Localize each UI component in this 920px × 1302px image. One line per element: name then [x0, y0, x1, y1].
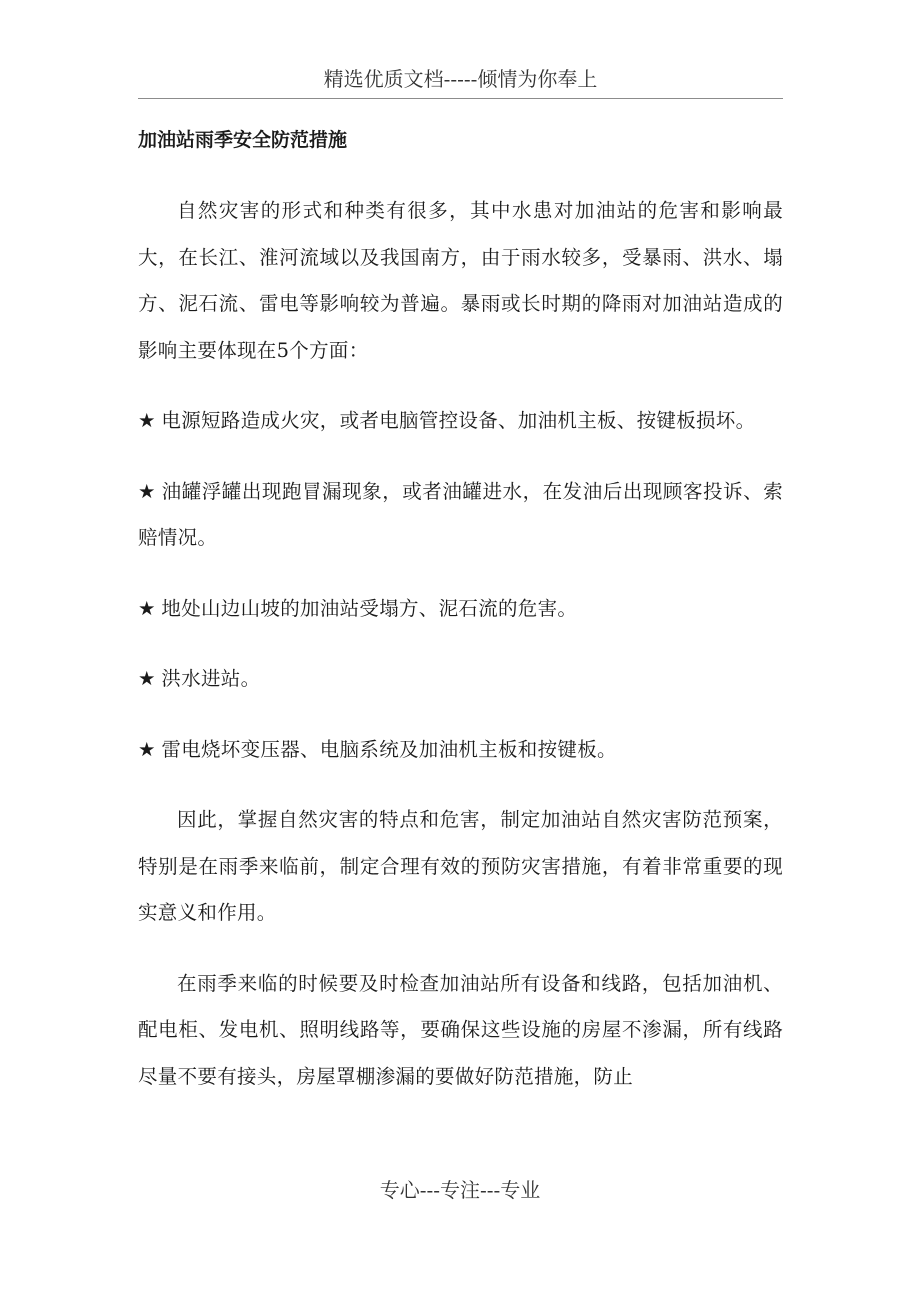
paragraph-3: 在雨季来临的时候要及时检查加油站所有设备和线路，包括加油机、配电柜、发电机、照明线路等，要确保这些设施的房屋不渗漏，所有线路尽量不要有接头，房屋罩棚渗漏的要做好防范措施，防止: [138, 971, 783, 1088]
document-body: [138, 120, 783, 1100]
bullet-item-1: [138, 398, 783, 445]
bullet-text: 地处山边山坡的加油站受塌方、泥石流的危害。: [161, 596, 578, 620]
bullet-text: 雷电烧坏变压器、电脑系统及加油机主板和按键板。: [161, 737, 617, 761]
bullet-text: 油罐浮罐出现跑冒漏现象，或者油罐进水，在发油后出现顾客投诉、索赔情况。: [138, 479, 783, 549]
star-bullet-icon: ★: [138, 737, 156, 761]
document-title: 加油站雨季安全防范措施: [138, 129, 348, 151]
star-bullet-icon: ★: [138, 596, 156, 620]
paragraph-2: 因此，掌握自然灾害的特点和危害，制定加油站自然灾害防范预案，特别是在雨季来临前，制定合理有效的预防灾害措施，有着非常重要的现实意义和作用。: [138, 808, 783, 924]
bullet-item-2: [138, 469, 783, 562]
star-bullet-icon: ★: [138, 479, 156, 503]
page-header: [138, 62, 783, 99]
bullet-item-4: [138, 656, 783, 703]
footer-text: 专心---专注---专业: [379, 1178, 541, 1202]
bullet-item-5: [138, 727, 783, 774]
bullet-text: 电源短路造成火灾，或者电脑管控设备、加油机主板、按键板损坏。: [161, 409, 756, 432]
star-bullet-icon: ★: [138, 409, 156, 432]
header-text: 精选优质文档-----倾情为你奉上: [323, 67, 598, 91]
intro-paragraph: 自然灾害的形式和种类有很多，其中水患对加油站的危害和影响最大，在长江、淮河流域以及我国南方，由于雨水较多，受暴雨、洪水、塌方、泥石流、雷电等影响较为普遍。暴雨或长时期的降雨对加油站造成的影响主要体现在5个方面：: [138, 199, 783, 362]
bullet-text: 洪水进站。: [161, 667, 261, 690]
page-footer: [0, 1172, 920, 1208]
star-bullet-icon: ★: [138, 667, 156, 690]
bullet-item-3: [138, 586, 783, 633]
